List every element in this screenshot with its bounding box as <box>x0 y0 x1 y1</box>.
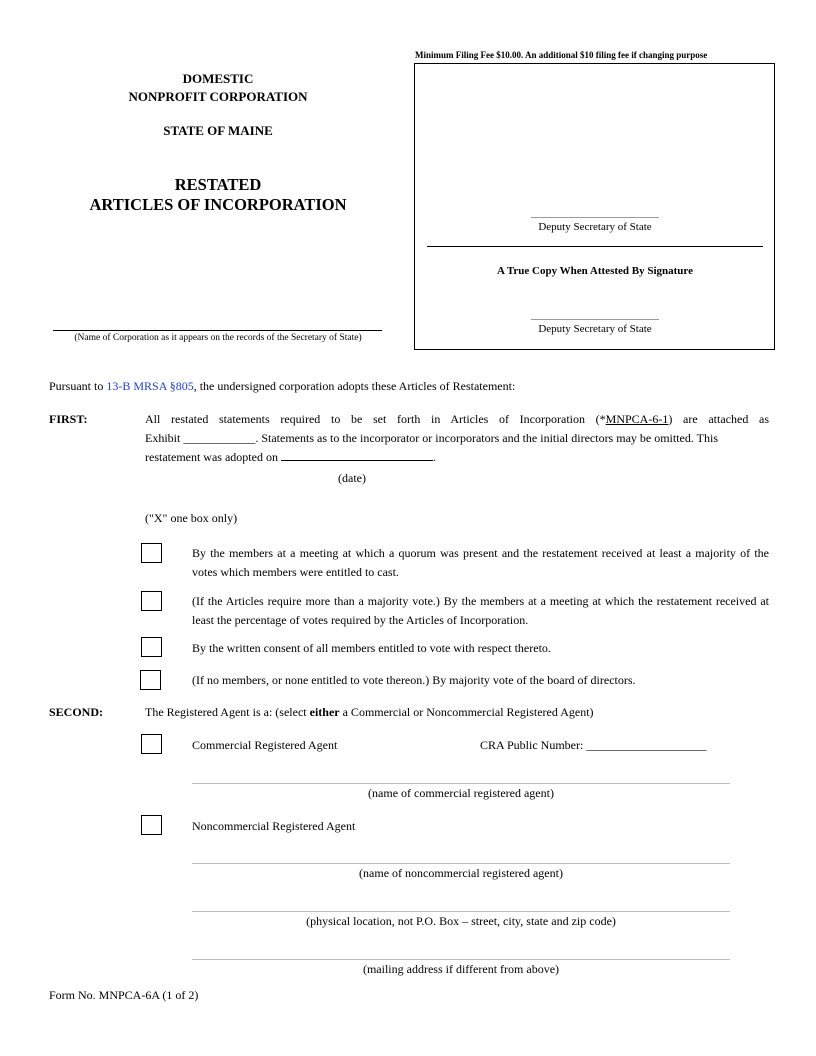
deputy-signature-line-2 <box>531 319 659 320</box>
one-box-note: ("X" one box only) <box>145 511 238 525</box>
corporation-name-caption: (Name of Corporation as it appears on the records of the Secretary of State) <box>74 333 362 343</box>
statute-link[interactable]: 13-B MRSA §805 <box>106 379 194 393</box>
mailing-address-caption: (mailing address if different from above) <box>362 962 560 976</box>
commercial-agent-name-caption: (name of commercial registered agent) <box>368 786 554 800</box>
mnpca-6-1-link[interactable]: MNPCA-6-1 <box>605 412 669 426</box>
form-number-footer: Form No. MNPCA-6A (1 of 2) <box>49 988 199 1002</box>
second-label: SECOND: <box>49 705 104 719</box>
commercial-agent-label: Commercial Registered Agent <box>192 738 338 752</box>
noncommercial-agent-label: Noncommercial Registered Agent <box>192 819 356 833</box>
filing-fee-note: Minimum Filing Fee $10.00. An additional $10 filing fee if changing purpose <box>415 50 708 60</box>
corporation-name-line[interactable] <box>53 330 382 331</box>
date-caption: (date) <box>338 471 366 485</box>
header-state: STATE OF MAINE <box>163 123 273 138</box>
title-restated: RESTATED <box>174 175 262 194</box>
title-articles: ARTICLES OF INCORPORATION <box>89 195 347 214</box>
intro-paragraph <box>49 377 515 396</box>
filing-box <box>414 63 775 350</box>
option-quorum-text: By the members at a meeting at which a quorum was present and the restatement received at least a majority of the votes which members were entitled to cast. <box>192 546 769 579</box>
header-nonprofit: NONPROFIT CORPORATION <box>128 89 308 104</box>
first-line-1b: ) are attached as <box>668 412 769 426</box>
cra-public-number[interactable]: CRA Public Number: ____________________ <box>480 738 707 752</box>
option-percentage-checkbox[interactable] <box>141 591 162 611</box>
deputy-signature-line-1 <box>531 217 659 218</box>
intro-pre: Pursuant to <box>49 379 107 393</box>
first-line-1a: All restated statements required to be set forth in Articles of Incorporation (* <box>145 412 606 426</box>
adopted-label: restatement was adopted on <box>145 450 278 464</box>
option-board-vote-text: (If no members, or none entitled to vote thereon.) By majority vote of the board of directors. <box>192 673 636 687</box>
second-pre: The Registered Agent is a: (select <box>145 705 310 719</box>
commercial-agent-checkbox[interactable] <box>141 734 162 754</box>
physical-location-caption: (physical location, not P.O. Box – street, city, state and zip code) <box>306 914 616 928</box>
option-quorum-checkbox[interactable] <box>141 543 162 563</box>
deputy-secretary-label-2: Deputy Secretary of State <box>538 323 652 335</box>
first-line-3: restatement was adopted on . <box>145 450 436 464</box>
attest-label: A True Copy When Attested By Signature <box>497 265 693 277</box>
noncommercial-agent-name-caption: (name of noncommercial registered agent) <box>359 866 563 880</box>
header-domestic: DOMESTIC <box>182 71 254 86</box>
option-percentage-text: (If the Articles require more than a majority vote.) By the members at a meeting at which the restatement received at least the percentage of votes required by the Articles of Incorporation. <box>192 594 769 627</box>
first-line-2: Exhibit ____________. Statements as to the incorporator or incorporators and the initial directors may be omitted. This <box>145 431 718 445</box>
option-written-consent-text: By the written consent of all members entitled to vote with respect thereto. <box>192 641 551 655</box>
deputy-secretary-label-1: Deputy Secretary of State <box>538 221 652 233</box>
box-divider <box>427 246 763 247</box>
first-label: FIRST: <box>49 412 88 426</box>
adoption-date-field[interactable] <box>281 448 433 461</box>
second-intro <box>145 703 594 722</box>
option-written-consent-checkbox[interactable] <box>141 637 162 657</box>
second-post: a Commercial or Noncommercial Registered Agent) <box>339 705 594 719</box>
first-line-1 <box>145 410 769 429</box>
second-either: either <box>309 705 340 719</box>
intro-post: , the undersigned corporation adopts these Articles of Restatement: <box>193 379 516 393</box>
noncommercial-agent-checkbox[interactable] <box>141 815 162 835</box>
option-board-vote-checkbox[interactable] <box>140 670 161 690</box>
